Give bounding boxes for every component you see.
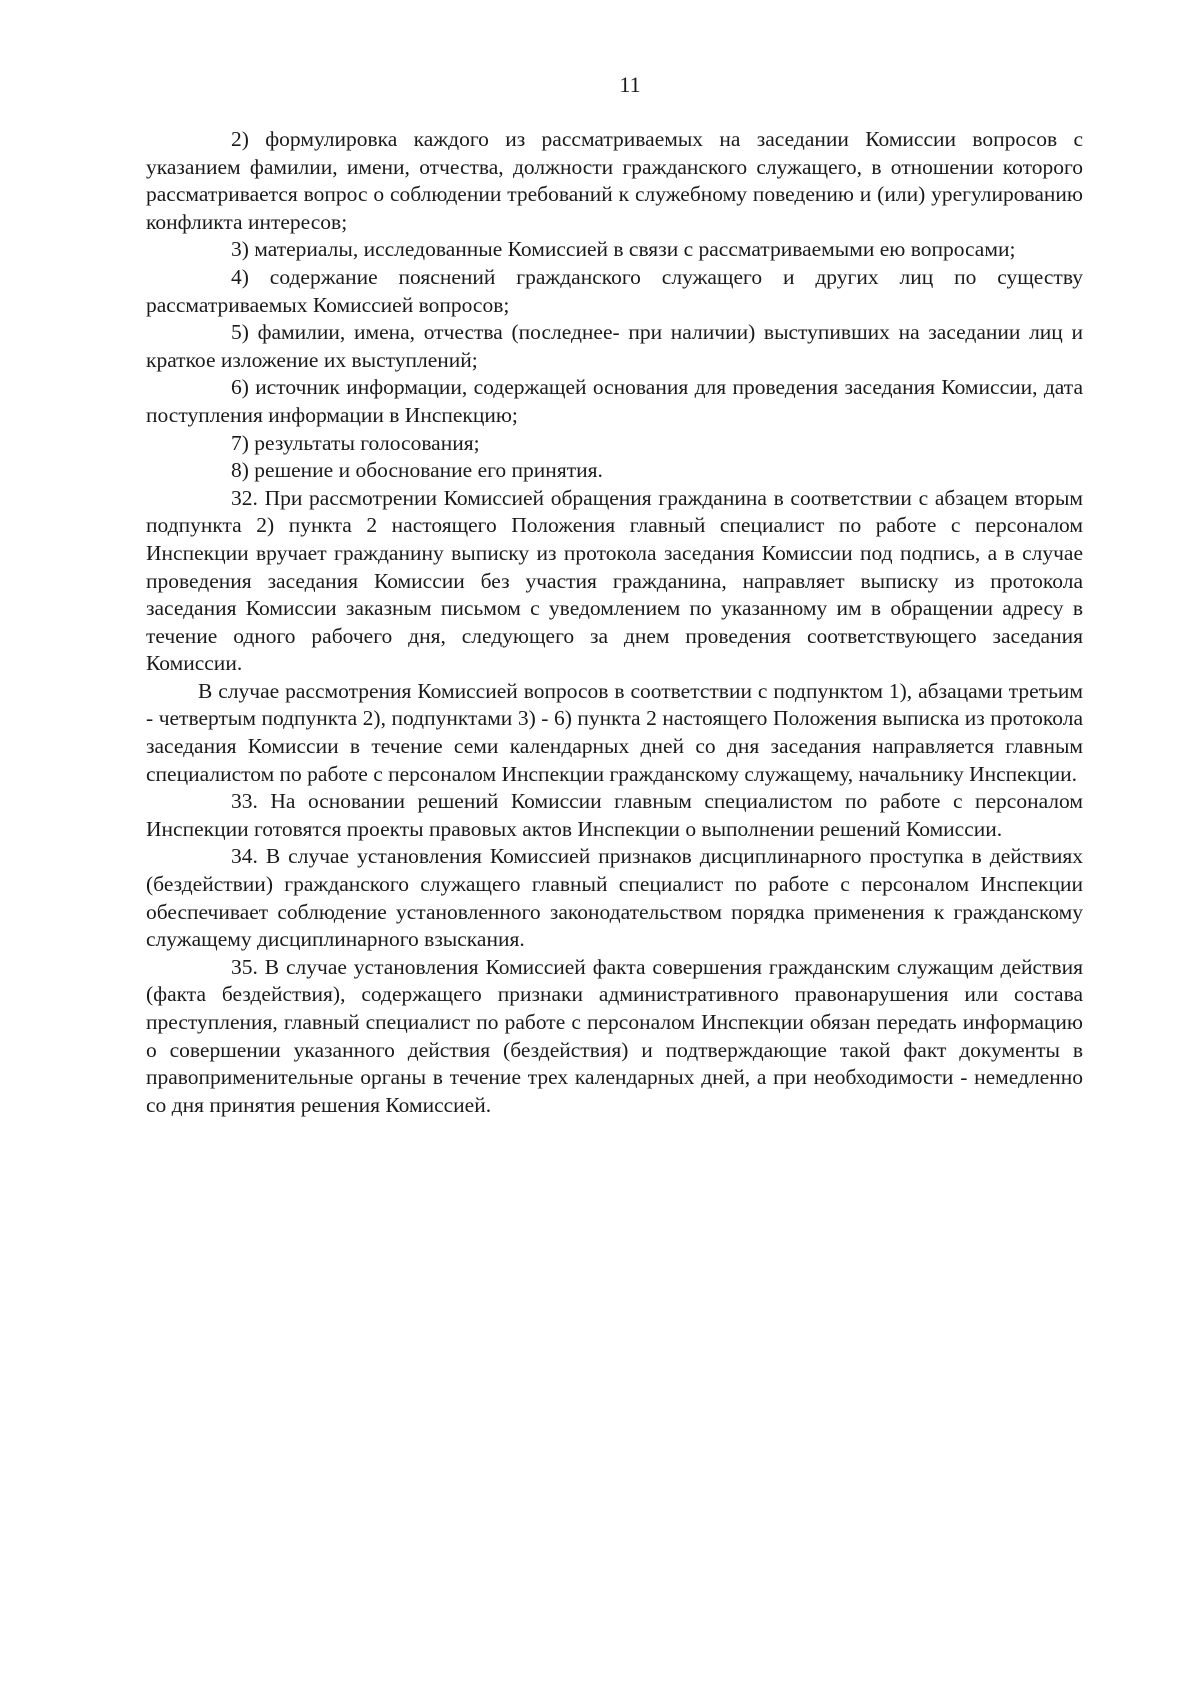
paragraph-item-4: 4) содержание пояснений гражданского служащего и других лиц по существу рассматриваемых Комиссией вопросов;	[146, 264, 1083, 317]
paragraph-item-6: 6) источник информации, содержащей основания для проведения заседания Комиссии, дата поступления информации в Инспекцию;	[146, 375, 1083, 427]
paragraph-clause-33: 33. На основании решений Комиссии главным специалистом по работе с персоналом Инспекции готовятся проекты правовых актов Инспекции о выполнении решений Комиссии.	[146, 789, 1083, 841]
paragraph-item-7: 7) результаты голосования;	[231, 430, 480, 455]
paragraph-item-3: 3) материалы, исследованные Комиссией в связи с рассматриваемыми ею вопросами;	[231, 237, 1016, 262]
paragraph-clause-34: 34. В случае установления Комиссией признаков дисциплинарного проступка в действиях (бездействии) гражданского служащего главный специалист по работе с персоналом Инспекции обеспечивает соблюдение установленного законодательством порядка применения к гражданскому служащему дисциплинарного взыскания.	[146, 844, 1083, 952]
page-number: 11	[619, 72, 641, 97]
paragraph-item-2: 2) формулировка каждого из рассматриваемых на заседании Комиссии вопросов с указанием фамилии, имени, отчества, должности гражданского служащего, в отношении которого рассматривается вопрос о соблюдении требований к служебному поведению и (или) урегулированию конфликта интересов;	[146, 127, 1083, 234]
paragraph-clause-32-continuation: В случае рассмотрения Комиссией вопросов в соответствии с подпунктом 1), абзацами третьим - четвертым подпункта 2), подпунктами 3) - 6) пункта 2 настоящего Положения выписка из протокола заседания Комиссии в течение семи календарных дней со дня заседания направляется главным специалистом по работе с персоналом Инспекции гражданскому служащему, начальнику Инспекции.	[146, 678, 1083, 786]
document-body	[146, 126, 1083, 1119]
paragraph-clause-32: 32. При рассмотрении Комиссией обращения гражданина в соответствии с абзацем вторым подпункта 2) пункта 2 настоящего Положения главный специалист по работе с персоналом Инспекции вручает гражданину выписку из протокола заседания Комиссии под подпись, а в случае проведения заседания Комиссии без участия гражданина, направляет выписку из протокола заседания Комиссии заказным письмом с уведомлением по указанному им в обращении адресу в течение одного рабочего дня, следующего за днем проведения соответствующего заседания Комиссии.	[146, 485, 1083, 676]
paragraph-clause-35: 35. В случае установления Комиссией факта совершения гражданским служащим действия (факта бездействия), содержащего признаки административного правонарушения или состава преступления, главный специалист по работе с персоналом Инспекции обязан передать информацию о совершении указанного действия (бездействия) и подтверждающие такой факт документы в правоприменительные органы в течение трех календарных дней, а при необходимости - немедленно со дня принятия решения Комиссией.	[146, 954, 1083, 1117]
paragraph-item-8: 8) решение и обоснование его принятия.	[231, 458, 603, 483]
paragraph-item-5: 5) фамилии, имена, отчества (последнее- при наличии) выступивших на заседании лиц и краткое изложение их выступлений;	[146, 320, 1083, 372]
